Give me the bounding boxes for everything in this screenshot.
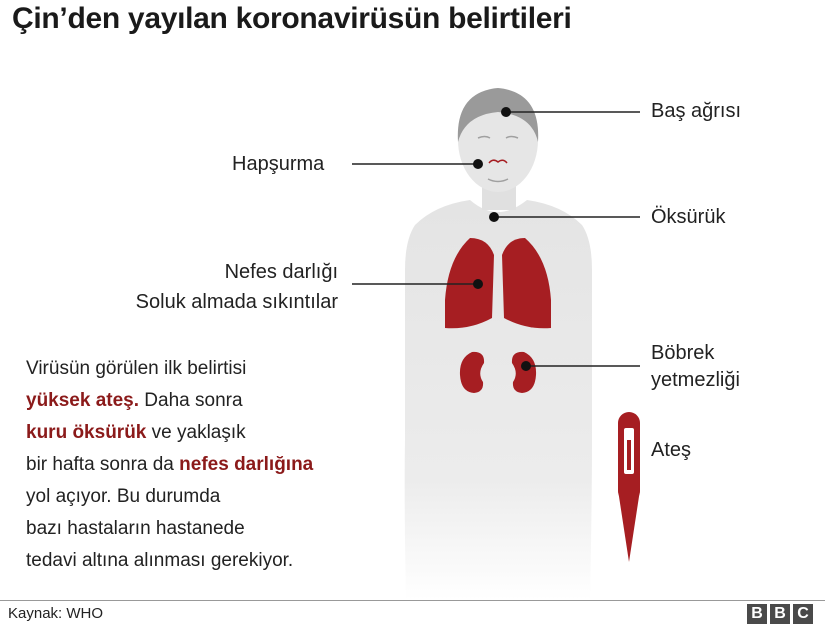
label-sneezing: Hapşurma	[232, 153, 325, 175]
marker-kidney	[521, 361, 531, 371]
label-cough: Öksürük	[651, 206, 726, 228]
bbc-logo	[747, 604, 813, 624]
marker-cough	[489, 212, 499, 222]
desc-line: yüksek ateş. Daha sonra	[26, 390, 243, 411]
desc-line: bir hafta sonra da nefes darlığına	[26, 454, 314, 475]
label-headache: Baş ağrısı	[651, 100, 742, 122]
page-title: Çin’den yayılan koronavirüsün belirtileri	[12, 2, 572, 35]
label-breath-line1: Nefes darlığı	[224, 261, 338, 283]
highlight-shortness-of-breath: nefes darlığına	[179, 454, 314, 475]
desc-line: bazı hastaların hastanede	[26, 518, 245, 539]
label-breath-line2: Soluk almada sıkıntılar	[135, 291, 338, 313]
marker-sneezing	[473, 159, 483, 169]
desc-line: kuru öksürük ve yaklaşık	[26, 422, 246, 443]
highlight-dry-cough: kuru öksürük	[26, 422, 147, 443]
label-kidney-line2: yetmezliği	[651, 369, 740, 391]
highlight-high-fever: yüksek ateş.	[26, 390, 140, 411]
desc-line: Virüsün görülen ilk belirtisi	[26, 358, 247, 379]
body-silhouette	[405, 200, 592, 600]
thermometer-icon	[618, 412, 640, 562]
desc-line: yol açıyor. Bu durumda	[26, 486, 221, 507]
bbc-logo-letter: B	[747, 604, 767, 624]
marker-headache	[501, 107, 511, 117]
marker-breath	[473, 279, 483, 289]
symptom-description	[26, 353, 396, 577]
footer-divider	[0, 600, 825, 601]
bbc-logo-letter: C	[793, 604, 813, 624]
label-fever: Ateş	[651, 439, 692, 461]
source-credit: Kaynak: WHO	[8, 605, 104, 622]
label-kidney-line1: Böbrek	[651, 342, 715, 364]
desc-line: tedavi altına alınması gerekiyor.	[26, 550, 294, 571]
bbc-logo-letter: B	[770, 604, 790, 624]
